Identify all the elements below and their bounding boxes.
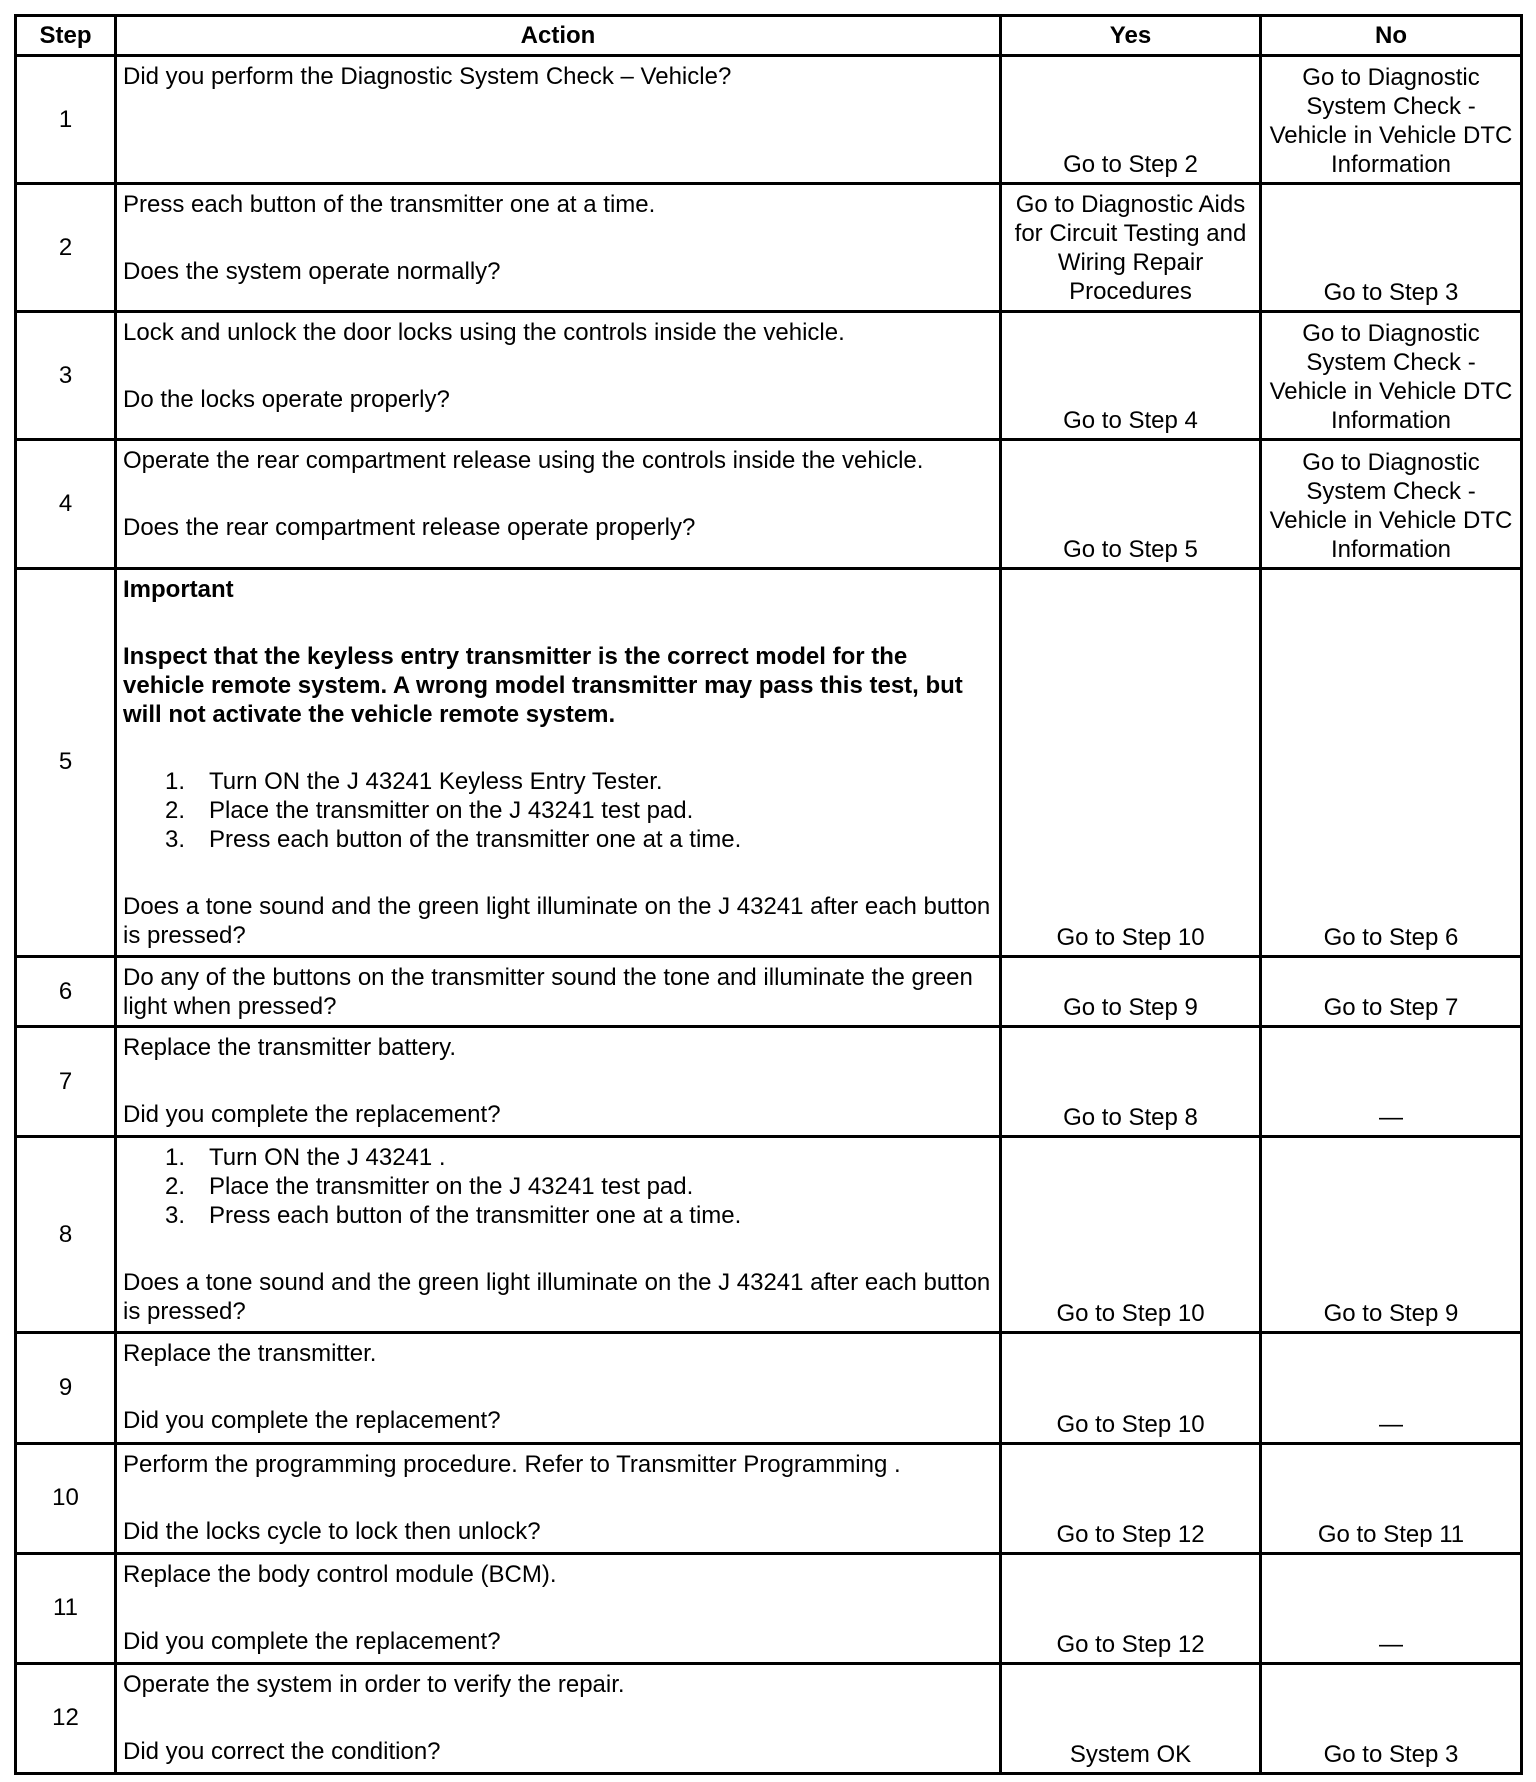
table-row: [16, 1443, 1522, 1553]
table-row: [16, 1553, 1522, 1663]
step-number: 4: [16, 440, 116, 568]
list-text: Press each button of the transmitter one at a time.: [209, 1202, 742, 1230]
action-text: Replace the transmitter battery.: [123, 1034, 457, 1062]
action-text: Perform the programming procedure. Refer to Transmitter Programming .: [123, 1450, 901, 1478]
action-text: Lock and unlock the door locks using the controls inside the vehicle.: [123, 319, 845, 347]
table-row: [16, 1333, 1522, 1443]
list-text: Place the transmitter on the J 43241 test pad.: [209, 1173, 694, 1201]
yes-cell: Go to Step 4: [1001, 312, 1261, 440]
list-item: [123, 1143, 993, 1172]
action-question: Do the locks operate properly?: [123, 386, 450, 414]
list-number: 1.: [164, 1144, 185, 1172]
action-cell: [116, 184, 1001, 312]
step-number: 1: [16, 56, 116, 184]
no-cell: —: [1261, 1333, 1522, 1443]
list-item: [123, 825, 993, 854]
table-row: [16, 568, 1522, 956]
list-text: Press each button of the transmitter one at a time.: [209, 825, 742, 853]
action-text: Replace the body control module (BCM).: [123, 1560, 557, 1588]
action-cell: [116, 56, 1001, 184]
no-cell: Go to Diagnostic System Check - Vehicle in Vehicle DTC Information: [1261, 440, 1522, 568]
table-row: [16, 184, 1522, 312]
action-cell: [116, 1553, 1001, 1663]
no-cell: Go to Step 6: [1261, 568, 1522, 956]
action-cell: [116, 1663, 1001, 1773]
table-row: [16, 957, 1522, 1027]
action-question: Does a tone sound and the green light illuminate on the J 43241 after each button is pressed?: [123, 892, 991, 949]
no-cell: Go to Diagnostic System Check - Vehicle in Vehicle DTC Information: [1261, 56, 1522, 184]
yes-cell: Go to Step 9: [1001, 957, 1261, 1027]
list-number: 3.: [164, 1202, 185, 1230]
list-text: Place the transmitter on the J 43241 test pad.: [209, 796, 694, 824]
yes-cell: Go to Step 12: [1001, 1553, 1261, 1663]
action-cell: [116, 568, 1001, 956]
action-cell: [116, 440, 1001, 568]
no-cell: Go to Diagnostic System Check - Vehicle in Vehicle DTC Information: [1261, 312, 1522, 440]
table-row: [16, 1027, 1522, 1137]
step-number: 10: [16, 1443, 116, 1553]
list-item: [123, 767, 993, 796]
action-text: Did you perform the Diagnostic System Check – Vehicle?: [123, 63, 732, 90]
action-cell: [116, 1137, 1001, 1333]
action-text: Replace the transmitter.: [123, 1340, 377, 1368]
step-number: 5: [16, 568, 116, 956]
action-cell: [116, 1027, 1001, 1137]
list-number: 2.: [164, 796, 185, 824]
header-row: [16, 16, 1522, 56]
no-cell: Go to Step 9: [1261, 1137, 1522, 1333]
list-number: 2.: [164, 1173, 185, 1201]
yes-cell: Go to Diagnostic Aids for Circuit Testing and Wiring Repair Procedures: [1001, 184, 1261, 312]
yes-cell: Go to Step 10: [1001, 1333, 1261, 1443]
procedure-list: [123, 767, 993, 854]
table-row: [16, 440, 1522, 568]
header-action: Action: [116, 16, 1001, 56]
no-cell: Go to Step 3: [1261, 184, 1522, 312]
action-question: Did you complete the replacement?: [123, 1627, 501, 1655]
yes-cell: Go to Step 8: [1001, 1027, 1261, 1137]
list-item: [123, 1201, 993, 1230]
yes-cell: Go to Step 10: [1001, 568, 1261, 956]
header-step: Step: [16, 16, 116, 56]
step-number: 9: [16, 1333, 116, 1443]
table-row: [16, 1663, 1522, 1773]
no-cell: Go to Step 11: [1261, 1443, 1522, 1553]
yes-cell: Go to Step 12: [1001, 1443, 1261, 1553]
list-number: 3.: [164, 825, 185, 853]
action-text: Do any of the buttons on the transmitter sound the tone and illuminate the green light when pressed?: [123, 964, 973, 1020]
action-question: Did you complete the replacement?: [123, 1101, 501, 1129]
table-row: [16, 312, 1522, 440]
no-cell: —: [1261, 1553, 1522, 1663]
table-row: [16, 56, 1522, 184]
diagnostic-table-container: [14, 14, 1520, 1775]
table-row: [16, 1137, 1522, 1333]
action-question: Does the rear compartment release operate properly?: [123, 514, 696, 542]
step-number: 12: [16, 1663, 116, 1773]
step-number: 2: [16, 184, 116, 312]
list-text: Turn ON the J 43241 Keyless Entry Tester.: [209, 767, 663, 795]
step-number: 6: [16, 957, 116, 1027]
list-item: [123, 796, 993, 825]
step-number: 8: [16, 1137, 116, 1333]
no-cell: Go to Step 7: [1261, 957, 1522, 1027]
list-text: Turn ON the J 43241 .: [209, 1144, 446, 1172]
list-number: 1.: [164, 767, 185, 795]
step-number: 3: [16, 312, 116, 440]
action-question: Does a tone sound and the green light illuminate on the J 43241 after each button is pressed?: [123, 1269, 991, 1326]
action-cell: [116, 1443, 1001, 1553]
action-cell: [116, 312, 1001, 440]
action-text: Operate the rear compartment release using the controls inside the vehicle.: [123, 447, 924, 475]
action-text: Operate the system in order to verify the repair.: [123, 1670, 625, 1698]
action-question: Did you correct the condition?: [123, 1737, 441, 1765]
yes-cell: Go to Step 10: [1001, 1137, 1261, 1333]
step-number: 7: [16, 1027, 116, 1137]
important-label: Important: [123, 575, 234, 603]
list-item: [123, 1172, 993, 1201]
action-question: Does the system operate normally?: [123, 258, 501, 286]
action-cell: [116, 957, 1001, 1027]
yes-cell: System OK: [1001, 1663, 1261, 1773]
procedure-list: [123, 1143, 993, 1230]
no-cell: —: [1261, 1027, 1522, 1137]
yes-cell: Go to Step 2: [1001, 56, 1261, 184]
action-text: Press each button of the transmitter one at a time.: [123, 191, 656, 219]
step-number: 11: [16, 1553, 116, 1663]
header-no: No: [1261, 16, 1522, 56]
yes-cell: Go to Step 5: [1001, 440, 1261, 568]
header-yes: Yes: [1001, 16, 1261, 56]
action-question: Did you complete the replacement?: [123, 1407, 501, 1435]
action-question: Did the locks cycle to lock then unlock?: [123, 1517, 541, 1545]
diagnostic-table: [14, 14, 1523, 1775]
action-cell: [116, 1333, 1001, 1443]
important-note: Inspect that the keyless entry transmitter is the correct model for the vehicle remote system. A wrong model transmitter may pass this test, but will not activate the vehicle remote system.: [123, 642, 963, 728]
no-cell: Go to Step 3: [1261, 1663, 1522, 1773]
